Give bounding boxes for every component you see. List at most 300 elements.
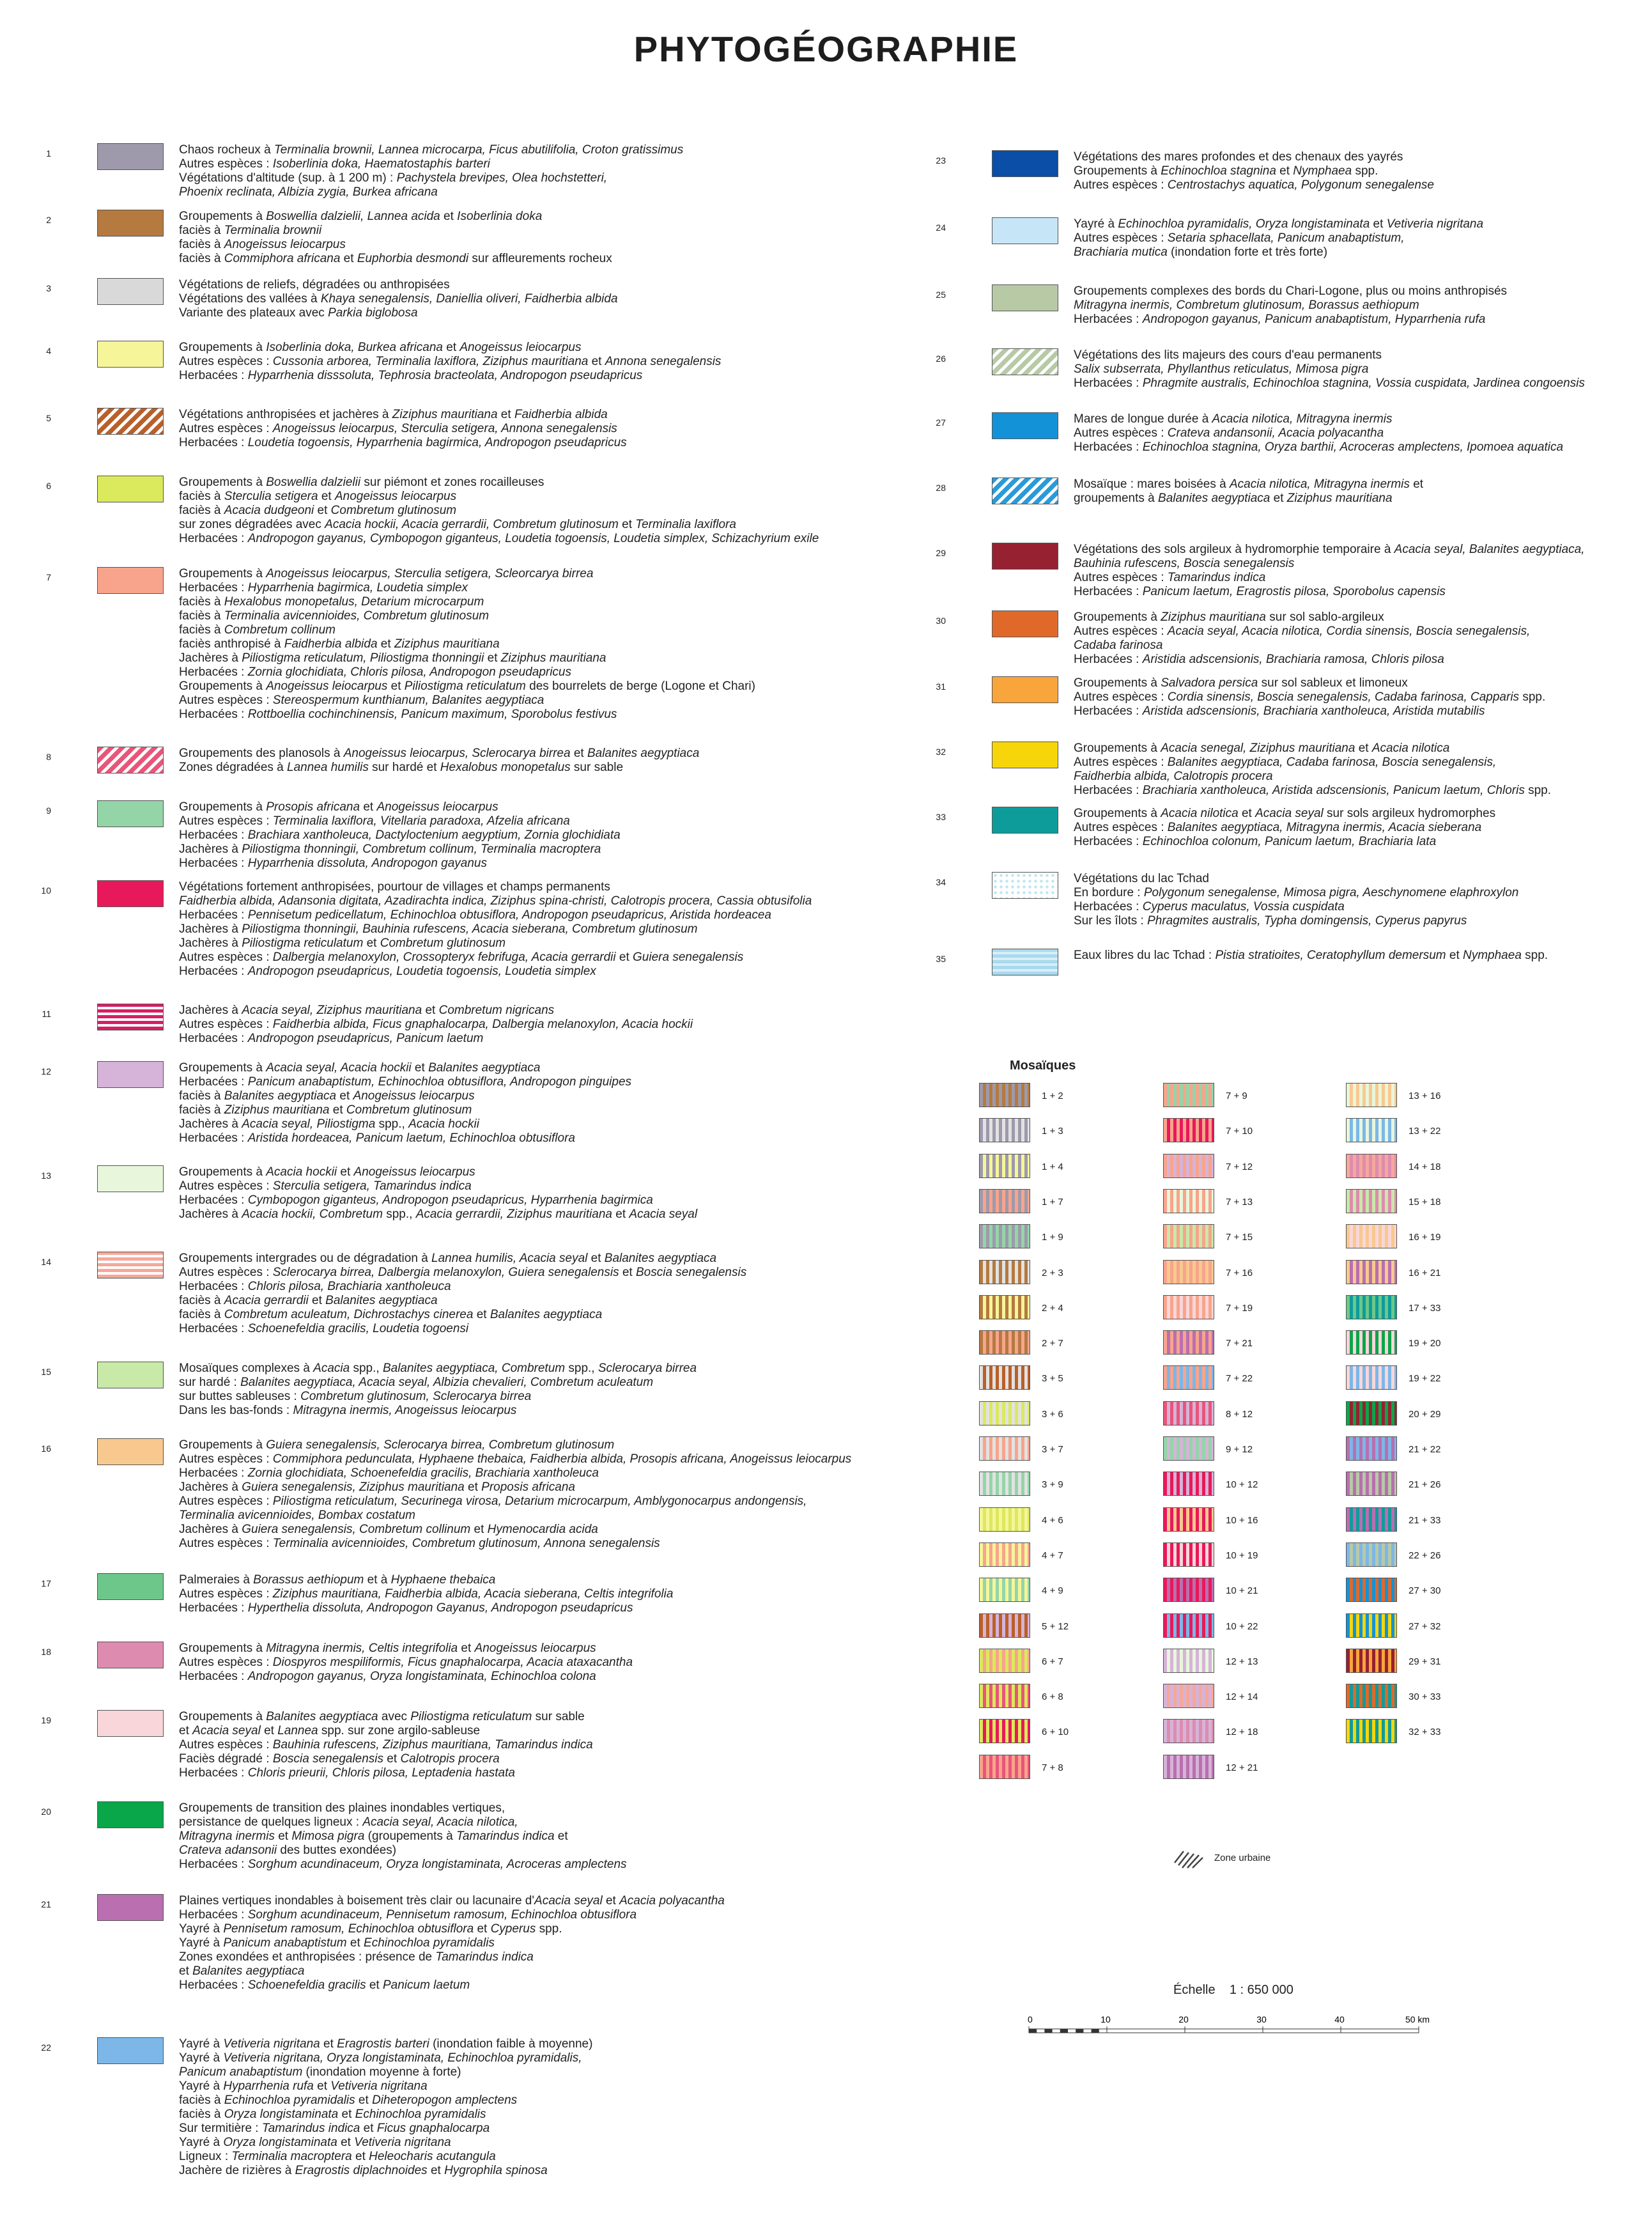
legend-line: Faidherbia albida, Calotropis procera	[1074, 770, 1273, 783]
legend-line: Groupements à Isoberlinia doka, Burkea africana et Anogeissus leiocarpus	[179, 341, 582, 354]
legend-description	[179, 210, 612, 266]
legend-swatch	[992, 872, 1058, 899]
legend-number: 6	[46, 481, 51, 491]
legend-description	[1074, 217, 1483, 260]
legend-line: Mitragyna inermis et Mimosa pigra (groupements à Tamarindus indica et	[179, 1830, 568, 1843]
legend-swatch	[97, 800, 164, 827]
legend-line: Yayré à Pennisetum ramosum, Echinochloa obtusiflora et Cyperus spp.	[179, 1922, 562, 1936]
mosaic-swatch	[1346, 1613, 1397, 1638]
legend-swatch	[97, 2037, 164, 2064]
mosaic-swatch	[979, 1083, 1030, 1107]
legend-line: Jachère de rizières à Eragrostis diplachnoides et Hygrophila spinosa	[179, 2164, 548, 2177]
legend-number: 23	[936, 155, 946, 166]
legend-line: Plaines vertiques inondables à boisement très clair ou lacunaire d'Acacia seyal et Acacia polyacantha	[179, 1894, 725, 1907]
legend-line: Jachères à Guiera senegalensis, Combretum collinum et Hymenocardia acida	[179, 1523, 598, 1536]
legend-line: persistance de quelques ligneux : Acacia seyal, Acacia nilotica,	[179, 1815, 518, 1829]
legend-number: 24	[936, 222, 946, 233]
mosaic-label: 2 + 3	[1042, 1267, 1063, 1278]
legend-number: 3	[46, 283, 51, 293]
mosaic-swatch	[979, 1684, 1030, 1708]
mosaic-swatch	[1346, 1542, 1397, 1567]
mosaic-swatch	[979, 1295, 1030, 1319]
legend-line: Yayré à Echinochloa pyramidalis, Oryza longistaminata et Vetiveria nigritana	[1074, 217, 1484, 231]
mosaic-swatch	[1163, 1436, 1214, 1461]
legend-description	[1074, 543, 1585, 599]
scale-bar-outline	[1029, 2029, 1419, 2033]
legend-swatch	[992, 150, 1058, 177]
legend-line: Autres espèces : Crateva andansonii, Acacia polyacantha	[1074, 426, 1384, 440]
mosaic-swatch	[1346, 1224, 1397, 1248]
legend-line: Herbacées : Phragmite australis, Echinochloa stagnina, Vossia cuspidata, Jardinea congoensis	[1074, 377, 1585, 390]
legend-swatch	[97, 567, 164, 594]
mosaic-swatch	[979, 1365, 1030, 1390]
legend-line: Autres espèces : Faidherbia albida, Ficus gnaphalocarpa, Dalbergia melanoxylon, Acacia hockii	[179, 1018, 693, 1031]
legend-number: 30	[936, 616, 946, 626]
legend-swatch	[992, 348, 1058, 375]
mosaic-label: 12 + 13	[1226, 1656, 1258, 1667]
legend-line: Herbacées : Sorghum acundinaceum, Oryza longistaminata, Acroceras amplectens	[179, 1858, 627, 1871]
legend-line: groupements à Balanites aegyptiaca et Ziziphus mauritiana	[1074, 492, 1393, 505]
mosaic-label: 7 + 12	[1226, 1161, 1253, 1172]
legend-line: Phoenix reclinata, Albizia zygia, Burkea africana	[179, 185, 438, 199]
legend-description	[1074, 478, 1423, 506]
legend-line: Herbacées : Andropogon gayanus, Cymbopogon giganteus, Loudetia togoensis, Loudetia simplex, Schizachyrium exile	[179, 532, 819, 545]
legend-swatch	[992, 478, 1058, 504]
legend-line: Terminalia avicennioides, Bombax costatum	[179, 1509, 415, 1522]
legend-line: Groupements à Anogeissus leiocarpus, Sterculia setigera, Scleorcarya birrea	[179, 567, 594, 580]
legend-line: Autres espèces : Dalbergia melanoxylon, Crossopteryx febrifuga, Acacia gerrardii et Guiera senegalensis	[179, 951, 744, 964]
legend-line: Herbacées : Panicum laetum, Eragrostis pilosa, Sporobolus capensis	[1074, 585, 1446, 598]
mosaic-swatch	[1163, 1083, 1214, 1107]
legend-swatch	[97, 1438, 164, 1465]
legend-line: Jachères à Guiera senegalensis, Ziziphus mauritiana et Proposis africana	[179, 1480, 575, 1494]
mosaic-swatch	[1346, 1436, 1397, 1461]
legend-line: Variante des plateaux avec Parkia biglobosa	[179, 306, 418, 320]
legend-swatch	[97, 880, 164, 907]
legend-line: Jachères à Piliostigma reticulatum et Combretum glutinosum	[179, 936, 506, 950]
mosaic-swatch	[1346, 1083, 1397, 1107]
scale-segment	[1044, 2029, 1052, 2033]
legend-line: Herbacées : Chloris prieurii, Chloris pilosa, Leptadenia hastata	[179, 1766, 515, 1780]
legend-line: Herbacées : Pennisetum pedicellatum, Echinochloa obtusiflora, Andropogon pseudapricus, Aristida hordeacea	[179, 908, 771, 922]
legend-line: Herbacées : Zornia glochidiata, Schoenefeldia gracilis, Brachiaria xantholeuca	[179, 1466, 599, 1480]
legend-line: Végétations des mares profondes et des chenaux des yayrés	[1074, 150, 1403, 164]
legend-line: Végétations du lac Tchad	[1074, 872, 1209, 885]
legend-swatch	[992, 610, 1058, 637]
mosaic-swatch	[1163, 1224, 1214, 1248]
legend-line: Chaos rocheux à Terminalia brownii, Lannea microcarpa, Ficus abutilifolia, Croton gratissimus	[179, 143, 684, 157]
legend-line: Sur termitière : Tamarindus indica et Ficus gnaphalocarpa	[179, 2122, 490, 2135]
mosaic-swatch	[979, 1542, 1030, 1567]
legend-line: Yayré à Hyparrhenia rufa et Vetiveria nigritana	[179, 2079, 428, 2093]
mosaic-label: 12 + 18	[1226, 1727, 1258, 1738]
legend-line: faciès à Terminalia brownii	[179, 224, 322, 237]
scale-tick-label: 20	[1178, 2014, 1189, 2024]
legend-line: Groupements à Guiera senegalensis, Sclerocarya birrea, Combretum glutinosum	[179, 1438, 615, 1452]
legend-line: faciès à Oryza longistaminata et Echinochloa pyramidalis	[179, 2108, 486, 2121]
legend-number: 13	[41, 1170, 51, 1181]
mosaic-swatch	[979, 1613, 1030, 1638]
legend-swatch	[97, 1004, 164, 1030]
mosaic-swatch	[1163, 1260, 1214, 1284]
legend-line: Autres espèces : Cussonia arborea, Terminalia laxiflora, Ziziphus mauritiana et Annona senegalensis	[179, 355, 722, 368]
legend-line: Mitragyna inermis, Combretum glutinosum, Borassus aethiopum	[1074, 299, 1419, 312]
legend-line: Herbacées : Hyparrhenia disssoluta, Tephrosia bracteolata, Andropogon pseudapricus	[179, 369, 643, 382]
legend-line: Groupements à Boswellia dalzielii, Lannea acida et Isoberlinia doka	[179, 210, 543, 223]
legend-number: 19	[41, 1715, 51, 1725]
legend-line: Herbacées : Aristidia adscensionis, Brachiaria ramosa, Chloris pilosa	[1074, 653, 1444, 666]
mosaic-label: 29 + 31	[1409, 1656, 1441, 1667]
mosaic-label: 6 + 7	[1042, 1656, 1063, 1667]
legend-line: Autres espèces : Acacia seyal, Acacia nilotica, Cordia sinensis, Boscia senegalensis,	[1074, 625, 1531, 638]
mosaic-label: 7 + 13	[1226, 1196, 1253, 1208]
legend-line: Herbacées : Aristida hordeacea, Panicum laetum, Echinochloa obtusiflora	[179, 1131, 575, 1145]
mosaic-label: 3 + 6	[1042, 1408, 1063, 1420]
mosaic-label: 20 + 29	[1409, 1408, 1441, 1420]
mosaic-swatch	[979, 1507, 1030, 1532]
mosaic-swatch	[1346, 1365, 1397, 1390]
urban-zone-icon	[1173, 1847, 1205, 1872]
mosaic-label: 2 + 4	[1042, 1302, 1063, 1314]
legend-line: Autres espèces : Bauhinia rufescens, Ziziphus mauritiana, Tamarindus indica	[179, 1738, 593, 1752]
legend-line: sur hardé : Balanites aegyptiaca, Acacia seyal, Albizia chevalieri, Combretum aculeatum	[179, 1376, 654, 1389]
scale-tick-label: 50 km	[1405, 2014, 1430, 2024]
legend-line: Jachères à Acacia seyal, Ziziphus mauritiana et Combretum nigricans	[179, 1004, 555, 1017]
legend-swatch	[992, 742, 1058, 768]
legend-line: Groupements intergrades ou de dégradation à Lannea humilis, Acacia seyal et Balanites aegyptiaca	[179, 1252, 717, 1265]
legend-line: Ligneux : Terminalia macroptera et Heleocharis acutangula	[179, 2150, 496, 2163]
legend-number: 28	[936, 483, 946, 493]
legend-line: Autres espèces : Balanites aegyptiaca, Cadaba farinosa, Boscia senegalensis,	[1074, 756, 1497, 769]
legend-swatch	[992, 543, 1058, 570]
legend-swatch	[97, 476, 164, 502]
mosaic-label: 6 + 8	[1042, 1691, 1063, 1703]
mosaic-label: 21 + 33	[1409, 1514, 1441, 1526]
scale-tick-label: 30	[1256, 2014, 1267, 2024]
mosaic-swatch	[1163, 1507, 1214, 1532]
legend-line: Herbacées : Cymbopogon giganteus, Andropogon pseudapricus, Hyparrhenia bagirmica	[179, 1193, 653, 1207]
legend-line: faciès à Acacia dudgeoni et Combretum glutinosum	[179, 504, 457, 517]
legend-line: Groupements à Anogeissus leiocarpus et Piliostigma reticulatum des bourrelets de berge (Logone et Chari)	[179, 680, 755, 693]
legend-line: Herbacées : Hyparrhenia bagirmica, Loudetia simplex	[179, 581, 468, 594]
mosaic-swatch	[1346, 1330, 1397, 1355]
mosaic-label: 1 + 9	[1042, 1232, 1063, 1243]
legend-line: Herbacées : Brachiara xantholeuca, Dactyloctenium aegyptium, Zornia glochidiata	[179, 828, 621, 842]
legend-line: Panicum anabaptistum (inondation moyenne à forte)	[179, 2065, 461, 2079]
legend-description	[179, 341, 721, 383]
legend-swatch	[97, 1165, 164, 1192]
legend-description	[179, 880, 812, 979]
legend-number: 29	[936, 548, 946, 558]
legend-line: Faciès dégradé : Boscia senegalensis et Calotropis procera	[179, 1752, 500, 1766]
legend-line: Herbacées : Cyperus maculatus, Vossia cuspidata	[1074, 900, 1345, 913]
legend-line: Groupements à Acacia hockii et Anogeissus leiocarpus	[179, 1165, 475, 1179]
legend-line: faciès à Commiphora africana et Euphorbia desmondi sur affleurements rocheux	[179, 252, 612, 265]
legend-line: Herbacées : Sorghum acundinaceum, Pennisetum ramosum, Echinochloa obtusiflora	[179, 1908, 637, 1922]
legend-line: Zones dégradées à Lannea humilis sur hardé et Hexalobus monopetalus sur sable	[179, 761, 624, 774]
legend-line: et Balanites aegyptiaca	[179, 1964, 305, 1978]
mosaic-label: 13 + 22	[1409, 1126, 1441, 1137]
legend-swatch	[97, 1642, 164, 1668]
mosaic-swatch	[1163, 1649, 1214, 1673]
legend-number: 7	[46, 572, 51, 582]
legend-swatch	[992, 949, 1058, 975]
mosaic-swatch	[1346, 1507, 1397, 1532]
mosaic-swatch	[979, 1401, 1030, 1426]
mosaic-label: 1 + 2	[1042, 1091, 1063, 1101]
scale-bar	[1023, 2011, 1432, 2053]
legend-line: Groupements à Ziziphus mauritiana sur sol sablo-argileux	[1074, 610, 1384, 624]
mosaic-label: 4 + 9	[1042, 1585, 1063, 1597]
mosaics-title: Mosaïques	[1010, 1059, 1076, 1073]
legend-line: Groupements à Acacia senegal, Ziziphus mauritiana et Acacia nilotica	[1074, 742, 1450, 755]
legend-description	[179, 567, 755, 722]
mosaic-swatch	[1163, 1755, 1214, 1779]
legend-line: Autres espèces : Stereospermum kunthianum, Balanites aegyptiaca	[179, 694, 544, 707]
legend-line: Groupements à Echinochloa stagnina et Nymphaea spp.	[1074, 164, 1378, 178]
mosaic-label: 7 + 22	[1226, 1373, 1253, 1385]
legend-line: Végétations des lits majeurs des cours d'eau permanents	[1074, 348, 1382, 362]
mosaic-label: 1 + 3	[1042, 1126, 1063, 1137]
legend-line: Salix subserrata, Phyllanthus reticulatus, Mimosa pigra	[1074, 362, 1369, 376]
mosaic-label: 3 + 7	[1042, 1444, 1063, 1455]
mosaic-label: 3 + 9	[1042, 1479, 1063, 1491]
urban-zone-label: Zone urbaine	[1214, 1853, 1271, 1863]
scale-segment	[1060, 2029, 1068, 2033]
legend-line: En bordure : Polygonum senegalense, Mimosa pigra, Aeschynomene elaphroxylon	[1074, 886, 1519, 899]
legend-description	[179, 1362, 697, 1418]
legend-line: Groupements à Balanites aegyptiaca avec Piliostigma reticulatum sur sable	[179, 1710, 585, 1723]
legend-line: Végétations fortement anthropisées, pourtour de villages et champs permanents	[179, 880, 610, 894]
mosaic-swatch	[979, 1578, 1030, 1602]
mosaic-label: 7 + 19	[1226, 1302, 1253, 1314]
mosaic-swatch	[979, 1719, 1030, 1743]
mosaic-label: 19 + 20	[1409, 1338, 1441, 1349]
legend-description	[1074, 412, 1563, 454]
legend-number: 15	[41, 1367, 51, 1377]
legend-number: 10	[41, 885, 51, 896]
scale-segment	[1092, 2029, 1099, 2033]
legend-swatch	[992, 284, 1058, 311]
legend-line: Herbacées : Andropogon pseudapricus, Panicum laetum	[179, 1032, 484, 1045]
mosaic-swatch	[1163, 1189, 1214, 1213]
legend-line: Autres espèces : Piliostigma reticulatum, Securinega virosa, Detarium microcarpum, Amblygonocarpus andongensis,	[179, 1495, 807, 1508]
legend-number: 35	[936, 954, 946, 964]
legend-swatch	[97, 278, 164, 305]
legend-description	[179, 476, 819, 546]
legend-line: Jachères à Piliostigma reticulatum, Piliostigma thonningii et Ziziphus mauritiana	[179, 651, 606, 665]
mosaic-swatch	[1346, 1189, 1397, 1213]
mosaic-label: 10 + 16	[1226, 1514, 1258, 1526]
mosaic-label: 15 + 18	[1409, 1196, 1441, 1208]
legend-line: Eaux libres du lac Tchad : Pistia stratioites, Ceratophyllum demersum et Nymphaea spp.	[1074, 949, 1548, 962]
legend-line: Herbacées : Schoenefeldia gracilis et Panicum laetum	[179, 1978, 470, 1992]
mosaic-swatch	[1346, 1684, 1397, 1708]
mosaic-swatch	[1346, 1719, 1397, 1743]
mosaic-label: 5 + 12	[1042, 1620, 1069, 1632]
legend-number: 34	[936, 877, 946, 887]
legend-description	[1074, 742, 1551, 798]
mosaic-label: 10 + 19	[1226, 1550, 1258, 1561]
legend-number: 33	[936, 812, 946, 822]
mosaic-swatch	[1346, 1295, 1397, 1319]
legend-line: Autres espèces : Isoberlinia doka, Haematostaphis barteri	[179, 157, 490, 171]
legend-number: 2	[46, 215, 51, 225]
mosaic-label: 7 + 21	[1226, 1338, 1253, 1349]
legend-line: faciès à Echinochloa pyramidalis et Diheteropogon amplectens	[179, 2094, 518, 2107]
mosaic-swatch	[1163, 1684, 1214, 1708]
mosaic-swatch	[1163, 1542, 1214, 1567]
legend-line: Jachères à Acacia hockii, Combretum spp., Acacia gerrardii, Ziziphus mauritiana et Acacia seyal	[179, 1208, 698, 1221]
mosaic-swatch	[1163, 1472, 1214, 1496]
legend-line: Palmeraies à Borassus aethiopum et à Hyphaene thebaica	[179, 1573, 496, 1587]
legend-line: Herbacées : Aristida adscensionis, Brachiaria xantholeuca, Aristida mutabilis	[1074, 704, 1485, 718]
legend-line: Yayré à Vetiveria nigritana, Oryza longistaminata, Echinochloa pyramidalis,	[179, 2051, 582, 2065]
mosaic-swatch	[1346, 1578, 1397, 1602]
mosaic-label: 16 + 19	[1409, 1232, 1441, 1243]
mosaic-swatch	[979, 1224, 1030, 1248]
mosaic-swatch	[979, 1260, 1030, 1284]
legend-line: faciès à Anogeissus leiocarpus	[179, 238, 346, 251]
legend-line: faciès à Balanites aegyptiaca et Anogeissus leiocarpus	[179, 1089, 475, 1103]
legend-description	[179, 1801, 627, 1872]
mosaic-label: 21 + 26	[1409, 1479, 1441, 1491]
legend-line: Végétations de reliefs, dégradées ou anthropisées	[179, 278, 450, 291]
legend-line: faciès à Hexalobus monopetalus, Detarium microcarpum	[179, 595, 484, 609]
mosaic-swatch	[1163, 1719, 1214, 1743]
mosaic-swatch	[1163, 1330, 1214, 1355]
legend-line: faciès anthropisé à Faidherbia albida et Ziziphus mauritiana	[179, 637, 500, 651]
legend-swatch	[97, 1252, 164, 1278]
legend-line: Herbacées : Andropogon gayanus, Oryza longistaminata, Echinochloa colona	[179, 1670, 596, 1683]
legend-swatch	[97, 341, 164, 368]
legend-line: Végétations d'altitude (sup. à 1 200 m) : Pachystela brevipes, Olea hochstetteri,	[179, 171, 608, 185]
legend-line: Mares de longue durée à Acacia nilotica, Mitragyna inermis	[1074, 412, 1393, 426]
legend-swatch	[992, 217, 1058, 244]
legend-line: Végétations anthropisées et jachères à Ziziphus mauritiana et Faidherbia albida	[179, 408, 608, 421]
legend-description	[179, 1438, 851, 1551]
legend-line: Autres espèces : Setaria sphacellata, Panicum anabaptistum,	[1074, 231, 1405, 245]
mosaic-swatch	[979, 1189, 1030, 1213]
legend-line: faciès à Combretum aculeatum, Dichrostachys cinerea et Balanites aegyptiaca	[179, 1308, 603, 1321]
mosaic-label: 19 + 22	[1409, 1373, 1441, 1385]
legend-line: Yayré à Oryza longistaminata et Vetiveria nigritana	[179, 2136, 451, 2149]
mosaic-label: 10 + 12	[1226, 1479, 1258, 1491]
legend-number: 14	[41, 1257, 51, 1267]
legend-line: Autres espèces : Sterculia setigera, Tamarindus indica	[179, 1179, 472, 1193]
mosaic-swatch	[979, 1154, 1030, 1178]
legend-swatch	[97, 210, 164, 237]
legend-line: Autres espèces : Tamarindus indica	[1074, 571, 1266, 584]
legend-description	[179, 143, 683, 199]
mosaic-label: 14 + 18	[1409, 1161, 1441, 1172]
legend-line: Végétations des vallées à Khaya senegalensis, Daniellia oliveri, Faidherbia albida	[179, 292, 618, 306]
legend-line: Autres espèces : Diospyros mespiliformis, Ficus gnaphalocarpa, Acacia ataxacantha	[179, 1656, 633, 1669]
scale-tick-label: 10	[1100, 2014, 1111, 2024]
legend-line: Autres espèces : Terminalia avicennioides, Combretum glutinosum, Annona senegalensis	[179, 1537, 660, 1550]
legend-description	[179, 408, 627, 450]
legend-description	[179, 2037, 592, 2178]
legend-line: Zones exondées et anthropisées : présence de Tamarindus indica	[179, 1950, 534, 1964]
legend-line: faciès à Sterculia setigera et Anogeissus leiocarpus	[179, 490, 457, 503]
legend-line: Dans les bas-fonds : Mitragyna inermis, Anogeissus leiocarpus	[179, 1404, 517, 1417]
legend-description	[179, 800, 621, 871]
mosaic-label: 6 + 10	[1042, 1727, 1069, 1738]
legend-description	[179, 1165, 697, 1222]
legend-description	[179, 1642, 633, 1684]
mosaic-label: 7 + 10	[1226, 1126, 1253, 1137]
mosaic-swatch	[1346, 1649, 1397, 1673]
legend-line: Autres espèces : Cordia sinensis, Boscia senegalensis, Cadaba farinosa, Capparis spp.	[1074, 690, 1546, 704]
legend-line: Groupements à Acacia seyal, Acacia hockii et Balanites aegyptiaca	[179, 1061, 541, 1075]
legend-swatch	[992, 676, 1058, 703]
mosaic-label: 13 + 16	[1409, 1091, 1441, 1101]
legend-line: Groupements à Boswellia dalzielii sur piémont et zones rocailleuses	[179, 476, 544, 489]
legend-number: 16	[41, 1443, 51, 1454]
mosaic-label: 7 + 15	[1226, 1232, 1253, 1243]
legend-line: Cadaba farinosa	[1074, 639, 1163, 652]
mosaic-swatch	[1346, 1401, 1397, 1426]
mosaic-swatch	[1346, 1154, 1397, 1178]
mosaic-swatch	[1346, 1260, 1397, 1284]
legend-line: Jachères à Acacia seyal, Piliostigma spp., Acacia hockii	[179, 1117, 479, 1131]
legend-line: Mosaïque : mares boisées à Acacia nilotica, Mitragyna inermis et	[1074, 478, 1424, 491]
legend-number: 32	[936, 747, 946, 757]
legend-line: faciès à Ziziphus mauritiana et Combretum glutinosum	[179, 1103, 472, 1117]
legend-swatch	[97, 1801, 164, 1828]
legend-number: 1	[46, 148, 51, 159]
legend-line: Groupements à Prosopis africana et Anogeissus leiocarpus	[179, 800, 498, 814]
mosaic-label: 3 + 5	[1042, 1373, 1063, 1385]
mosaic-label: 27 + 30	[1409, 1585, 1441, 1597]
scale-tick-label: 40	[1334, 2014, 1345, 2024]
legend-swatch	[97, 1362, 164, 1388]
legend-line: Herbacées : Brachiaria xantholeuca, Aristida adscensionis, Panicum laetum, Chloris spp.	[1074, 784, 1552, 797]
mosaic-swatch	[979, 1436, 1030, 1461]
legend-line: Autres espèces : Anogeissus leiocarpus, Sterculia setigera, Annona senegalensis	[179, 422, 617, 435]
legend-line: et Acacia seyal et Lannea spp. sur zone argilo-sableuse	[179, 1724, 481, 1737]
mosaic-label: 22 + 26	[1409, 1550, 1441, 1561]
mosaic-label: 7 + 16	[1226, 1267, 1253, 1278]
mosaic-swatch	[979, 1118, 1030, 1142]
legend-number: 27	[936, 417, 946, 428]
legend-swatch	[97, 1573, 164, 1600]
mosaic-label: 30 + 33	[1409, 1691, 1441, 1703]
mosaic-label: 1 + 7	[1042, 1196, 1063, 1208]
legend-swatch	[97, 143, 164, 170]
legend-line: Herbacées : Zornia glochidiata, Chloris pilosa, Andropogon pseudapricus	[179, 665, 571, 679]
scale-tick-label: 0	[1028, 2014, 1033, 2024]
legend-line: Groupements complexes des bords du Chari-Logone, plus ou moins anthropisés	[1074, 284, 1508, 298]
legend-line: Autres espèces : Balanites aegyptiaca, Mitragyna inermis, Acacia sieberana	[1074, 821, 1482, 834]
legend-line: faciès à Terminalia avicennioides, Combretum glutinosum	[179, 609, 490, 623]
legend-line: Brachiaria mutica (inondation forte et très forte)	[1074, 245, 1328, 259]
legend-description	[1074, 610, 1530, 667]
legend-number: 21	[41, 1899, 51, 1909]
legend-description	[179, 1710, 593, 1780]
legend-line: Jachères à Piliostigma thonningii, Combretum collinum, Terminalia macroptera	[179, 843, 601, 856]
legend-line: Groupements à Mitragyna inermis, Celtis integrifolia et Anogeissus leiocarpus	[179, 1642, 596, 1655]
scale-segment	[1029, 2029, 1037, 2033]
legend-number: 12	[41, 1066, 51, 1076]
mosaic-label: 4 + 6	[1042, 1514, 1063, 1526]
mosaic-swatch	[979, 1472, 1030, 1496]
legend-description	[179, 747, 699, 775]
mosaic-swatch	[1346, 1472, 1397, 1496]
legend-number: 22	[41, 2042, 51, 2053]
legend-line: Autres espèces : Ziziphus mauritiana, Faidherbia albida, Acacia sieberana, Celtis integrifolia	[179, 1587, 674, 1601]
page-title: PHYTOGÉOGRAPHIE	[633, 29, 1019, 69]
